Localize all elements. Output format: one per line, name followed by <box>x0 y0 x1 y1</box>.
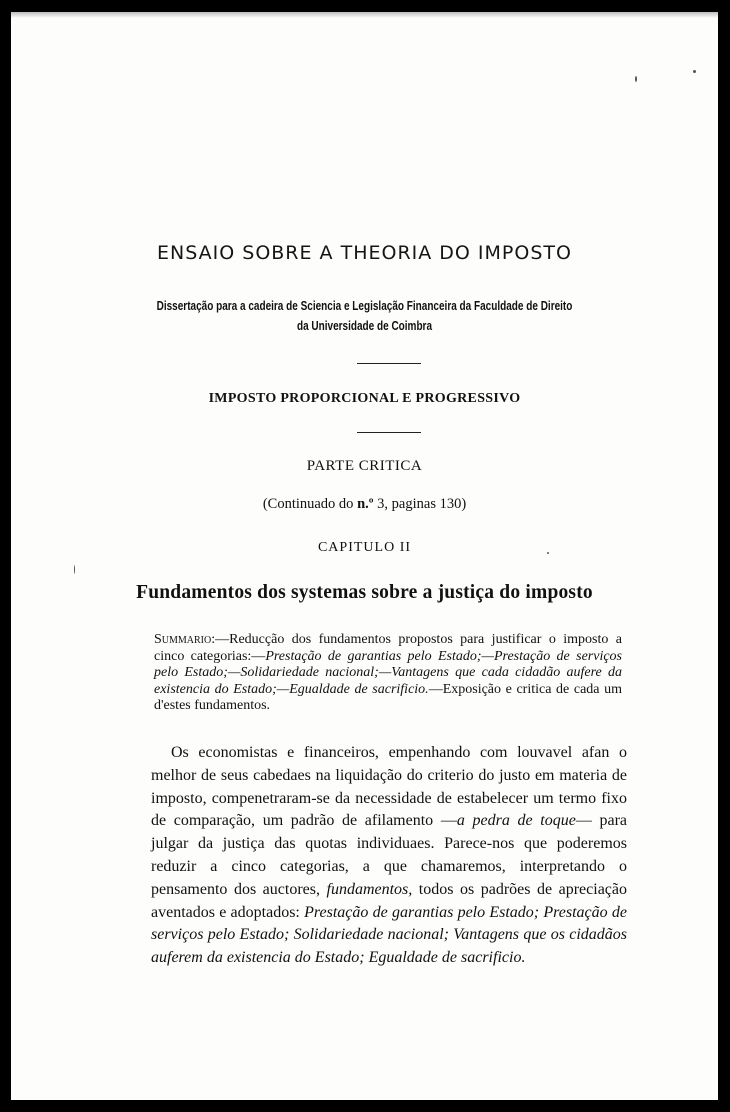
paragraph-italic-3: Prestação de garantias pelo Estado; Prestação de serviços pelo Estado; Solidariedade nacional; Vantagens que os cidadãos auferem da existencia do Estado; Egualdade de sacrificio. <box>151 903 627 967</box>
continuation-before: (Continuado do <box>262 496 358 512</box>
continuation-note <box>11 496 718 513</box>
chapter-heading: Fundamentos dos systemas sobre a justiça do imposto <box>136 582 593 603</box>
document-subtitle <box>82 296 648 336</box>
summary-label: Summario: <box>154 632 216 647</box>
divider-rule <box>357 363 421 364</box>
paragraph-text-1: Os economistas e financeiros, empenhando com louvavel afan o melhor de seus cabedaes na liquidação do criterio do justo em materia de imposto, compenetraram-se da necessidade de estabelecer um termo fixo de comparação, um padrão de afilamento — <box>151 744 627 830</box>
part-title: PARTE CRITICA <box>306 458 423 474</box>
scan-speck <box>635 76 637 82</box>
paragraph-text-2: — para julgar da justiça das quotas individuaes. Parece-nos que poderemos reduzir a cinco categorias, a que chamaremos, interpretando o pensamento dos auctores, <box>151 812 628 898</box>
summary-text-2: —Exposição e critica de cada um d'estes fundamentos. <box>154 681 623 714</box>
subtitle-line-2: da Universidade de Coimbra <box>296 319 433 333</box>
continuation-number: n.º <box>357 496 374 512</box>
scan-speck <box>693 70 696 73</box>
scan-speck <box>547 552 549 554</box>
document-title: ENSAIO SOBRE A THEORIA DO IMPOSTO <box>157 242 572 264</box>
continuation-after: 3, paginas 130) <box>373 496 467 512</box>
scan-top-shadow <box>11 12 718 18</box>
summary-text-1: —Reducção dos fundamentos propostos para justificar o imposto a cinco categorias:— <box>154 632 622 664</box>
paragraph-italic-2: fundamentos, <box>326 880 413 898</box>
summary-topics: Prestação de garantias pelo Estado;—Prestação de serviços pelo Estado;—Solidariedade nacional;—Vantagens que cada cidadão aufere da existencia do Estado;—Egualdade de sacrificio. <box>154 648 623 697</box>
subtitle-line-1: Dissertação para a cadeira de Sciencia e Legislação Financeira da Faculdade de Direito <box>156 299 573 313</box>
section-title: IMPOSTO PROPORCIONAL E PROGRESSIVO <box>208 391 521 406</box>
chapter-summary <box>154 632 622 715</box>
chapter-number: CAPITULO II <box>317 540 412 555</box>
paragraph-text-3: todos os padrões de apreciação aventados e adoptados: <box>151 880 627 921</box>
body-paragraph <box>151 742 627 970</box>
divider-rule <box>357 432 421 433</box>
scan-speck <box>74 565 75 574</box>
paragraph-italic-1: a pedra de toque <box>456 812 576 830</box>
document-page <box>11 12 718 1100</box>
